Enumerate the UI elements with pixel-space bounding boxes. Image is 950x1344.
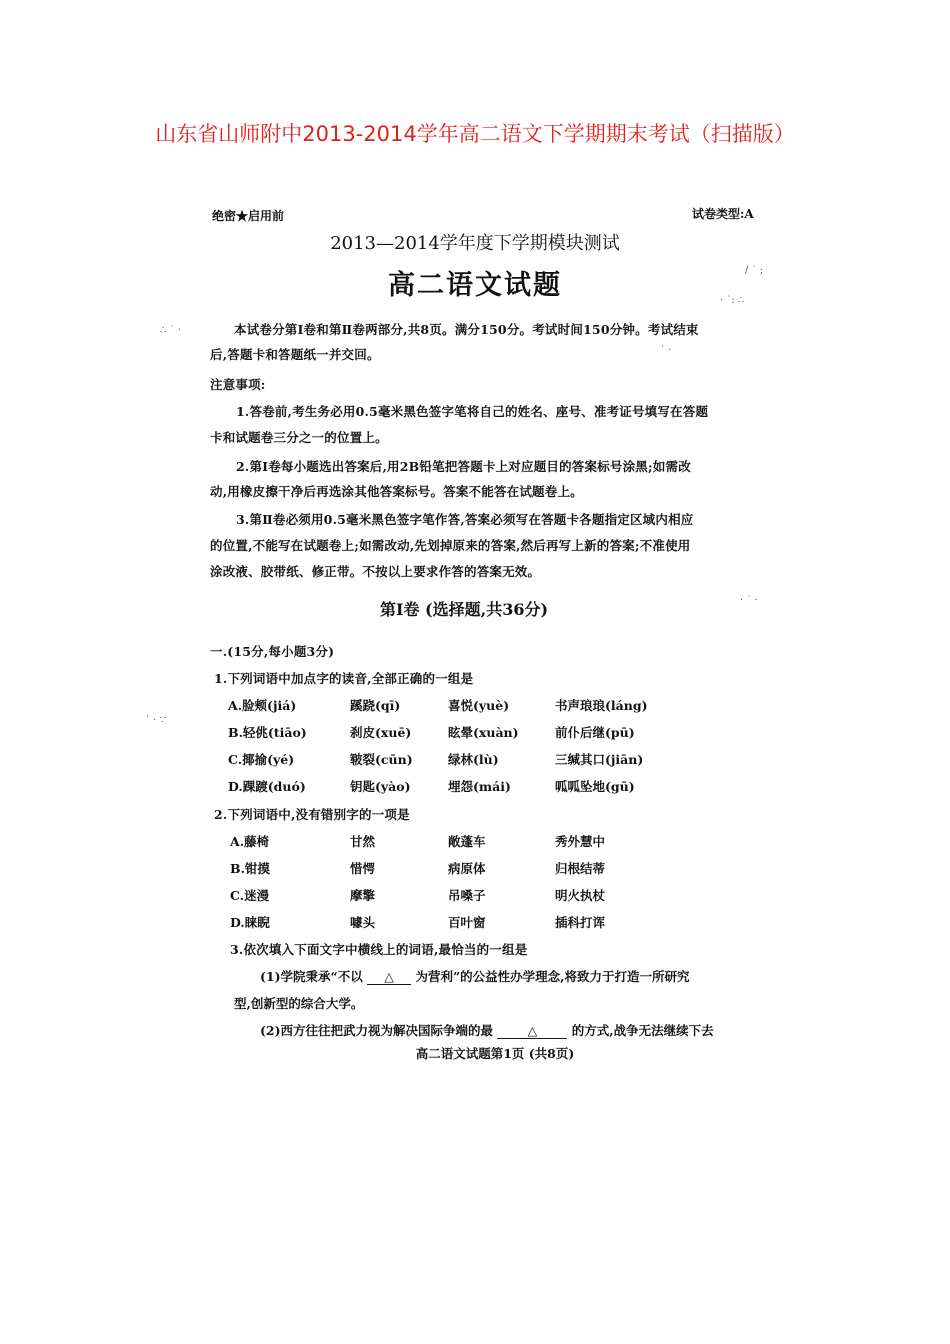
q2-option-c-4: 明火执杖 — [555, 888, 606, 903]
q1-option-b-4: 前仆后继(pū) — [555, 725, 635, 740]
question-3-stem: 3.依次填入下面文字中横线上的词语,最恰当的一组是 — [230, 942, 528, 957]
q1-option-b-2: 刹皮(xuē) — [350, 725, 412, 740]
q2-option-a-2: 甘然 — [350, 834, 376, 849]
question-2-stem: 2.下列词语中,没有错别字的一项是 — [214, 807, 410, 822]
q2-option-a-1: A.藤椅 — [230, 834, 270, 849]
q3-sentence-2-part-b: 的方式,战争无法继续下去 — [571, 1023, 714, 1038]
q1-option-c-3: 绿林(lù) — [448, 752, 499, 767]
term-title: 2013—2014学年度下学期模块测试 — [330, 233, 620, 254]
q2-option-b-1: B.钳摸 — [230, 861, 270, 876]
q2-option-b-2: 惜愕 — [350, 861, 376, 876]
note-3-line-1: 3.第Ⅱ卷必须用0.5毫米黑色签字笔作答,答案必须写在答题卡各题指定区域内相应 — [236, 512, 694, 527]
scan-noise: / ˙ ; — [745, 265, 764, 276]
scan-noise: · ˙ · — [740, 595, 758, 606]
note-2-line-2: 动,用橡皮擦干净后再选涂其他答案标号。答案不能答在试题卷上。 — [210, 484, 583, 499]
q1-option-d-2: 钥匙(yào) — [350, 779, 411, 794]
q2-option-d-3: 百叶窗 — [448, 915, 486, 930]
q1-option-d-1: D.踝踱(duó) — [228, 779, 306, 794]
q3-blank-2: △ — [497, 1023, 567, 1039]
q1-option-a-2: 蹊跷(qī) — [350, 698, 401, 713]
note-3-line-3: 涂改液、胶带纸、修正带。不按以上要求作答的答案无效。 — [210, 564, 541, 579]
q1-option-c-2: 皲裂(cūn) — [350, 752, 413, 767]
q2-option-d-1: D.睐睨 — [230, 915, 270, 930]
scan-noise: ∴ ˙ · — [160, 325, 181, 336]
q2-option-c-1: C.迷漫 — [230, 888, 270, 903]
confidential-mark: 绝密★启用前 — [212, 209, 285, 223]
paper-type: 试卷类型:A — [692, 207, 754, 221]
q3-sentence-2-part-a: (2)西方往往把武力视为解决国际争端的最 — [260, 1023, 494, 1038]
q1-option-d-4: 呱呱坠地(gū) — [555, 779, 635, 794]
q2-option-b-3: 病原体 — [448, 861, 486, 876]
q2-option-b-4: 归根结蒂 — [555, 861, 606, 876]
q3-sentence-1-line-2: 型,创新型的综合大学。 — [234, 996, 364, 1011]
intro-line-1: 本试卷分第Ⅰ卷和第Ⅱ卷两部分,共8页。满分150分。考试时间150分钟。考试结束 — [234, 322, 699, 337]
q2-option-d-2: 噱头 — [350, 915, 376, 930]
scanned-exam-page — [145, 195, 790, 1085]
q3-sentence-1 — [260, 967, 689, 985]
section-1-heading: 第Ⅰ卷 (选择题,共36分) — [380, 600, 549, 619]
q1-option-a-3: 喜悦(yuè) — [448, 698, 510, 713]
q1-option-b-3: 眩晕(xuàn) — [448, 725, 519, 740]
note-1-line-2: 卡和试题卷三分之一的位置上。 — [210, 430, 388, 445]
scan-noise: · ˙: ∴ — [720, 295, 745, 306]
q2-option-a-4: 秀外慧中 — [555, 834, 606, 849]
q1-option-b-1: B.轻佻(tiāo) — [228, 725, 307, 740]
q3-sentence-1-part-b: 为营利”的公益性办学理念,将致力于打造一所研究 — [415, 969, 690, 984]
q2-option-c-2: 摩擎 — [350, 888, 376, 903]
note-2-line-1: 2.第Ⅰ卷每小题选出答案后,用2B铅笔把答题卡上对应题目的答案标号涂黑;如需改 — [236, 459, 691, 474]
note-1-line-1: 1.答卷前,考生务必用0.5毫米黑色签字笔将自己的姓名、座号、准考证号填写在答题 — [236, 404, 709, 419]
q1-option-c-4: 三缄其口(jiān) — [555, 752, 644, 767]
question-1-stem: 1.下列词语中加点字的读音,全部正确的一组是 — [214, 671, 474, 686]
part-1-label: 一.(15分,每小题3分) — [210, 644, 335, 659]
document-title: 山东省山师附中2013-2014学年高二语文下学期期末考试（扫描版） — [155, 122, 795, 146]
scan-noise: ˙ · — [660, 345, 672, 356]
q3-sentence-2 — [260, 1021, 714, 1039]
q1-option-d-3: 埋怨(mái) — [448, 779, 511, 794]
q3-blank-1: △ — [367, 969, 411, 985]
exam-title: 高二语文试题 — [388, 270, 562, 301]
notes-heading: 注意事项: — [210, 377, 266, 392]
q2-option-a-3: 敞蓬车 — [448, 834, 486, 849]
q2-option-d-4: 插科打诨 — [555, 915, 606, 930]
q2-option-c-3: 吊嗓子 — [448, 888, 486, 903]
q3-sentence-1-part-a: (1)学院秉承“不以 — [260, 969, 363, 984]
q1-option-a-1: A.脸颊(jiá) — [228, 698, 297, 713]
q1-option-c-1: C.揶揄(yé) — [228, 752, 295, 767]
intro-line-2: 后,答题卡和答题纸一并交回。 — [210, 347, 380, 362]
page-footer: 高二语文试题第1页 (共8页) — [415, 1046, 575, 1061]
note-3-line-2: 的位置,不能写在试题卷上;如需改动,先划掉原来的答案,然后再写上新的答案;不准使用 — [210, 538, 691, 553]
scan-noise: ˙ · ∵ — [145, 715, 166, 726]
q1-option-a-4: 书声琅琅(láng) — [555, 698, 648, 713]
